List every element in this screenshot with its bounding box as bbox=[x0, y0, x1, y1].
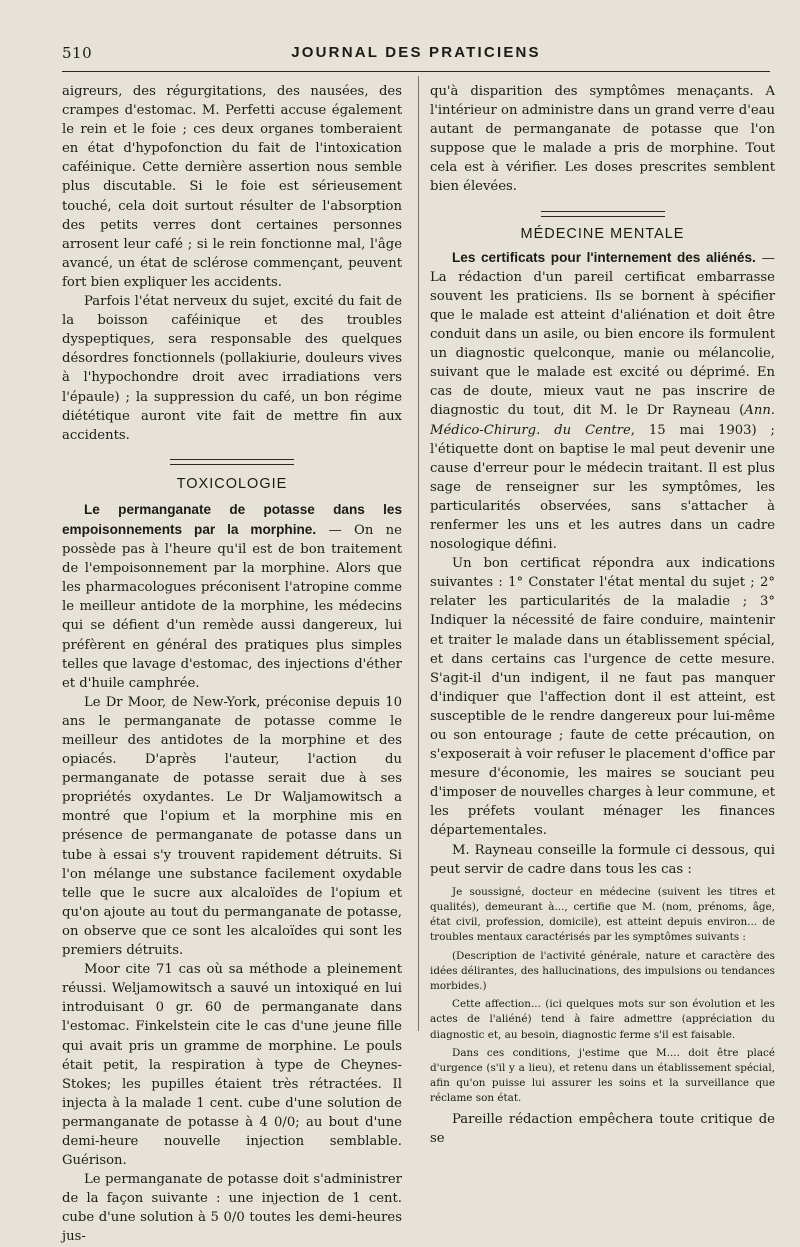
article-paragraph bbox=[62, 500, 402, 693]
running-header bbox=[62, 44, 770, 66]
article-lead: — On ne possède pas à l'heure qu'il est de bon traitement de l'empoisonnement par la morphine. Alors que les pharmacologues préconisent l'atropine comme le meilleur antidote de la morphine, les médecins qui se défient d'un remède aussi dangereux, lui préfèrent en général des pratiques plus simples telles que lavage d'estomac, des injections d'éther et d'huile camphrée. bbox=[62, 522, 402, 691]
article-lead-end: , 15 mai 1903) ; l'étiquette dont on baptise le mal peut devenir une cause d'erreur pour le médecin traitant. Il est plus sage de renseigner sur les symptômes, les particularités observées, sans s'attacher à renfermer les uns et les autres dans un cadre nosologique défini. bbox=[430, 422, 775, 553]
certificate-line: Dans ces conditions, j'estime que M.... doit être placé d'urgence (s'il y a lieu), et retenu dans un établissement spécial, afin qu'on puisse lui assurer les soins et la surveillance que réclame son état. bbox=[430, 1046, 775, 1105]
paragraph: Le permanganate de potasse doit s'administrer de la façon suivante : une injection de 1 cent. cube d'une solution à 5 0/0 toutes les demi-heures jus- bbox=[62, 1172, 402, 1245]
paragraph: aigreurs, des régurgitations, des nausées, des crampes d'estomac. M. Perfetti accuse également le rein et le foie ; ces deux organes tomberaient en état d'hypofonction du fait de l'intoxication caféinique. Cette dernière assertion nous semble plus discutable. Si le foie est sérieusement touché, cela doit surtout résulter de l'absorption des petits verres dont certaines personnes arrosent leur café ; si le rein fonctionne mal, l'âge avancé, un état de sclérose commençant, peuvent fort bien expliquer les accidents. bbox=[62, 84, 402, 290]
article-paragraph bbox=[430, 248, 775, 555]
paragraph: Moor cite 71 cas où sa méthode a pleinement réussi. Weljamowitsch a sauvé un intoxiqué en lui introduisant 0 gr. 60 de permanganate dans l'estomac. Finkelstein cite le cas d'une jeune fille qui avait pris un gramme de morphine. Le pouls était petit, la respiration à type de Cheynes-Stokes; les pupilles étaient très rétractées. Il injecta à la malade 1 cent. cube d'une solution de permanganate de potasse à 4 0/0; au bout d'une demi-heure nouvelle injection semblable. Guérison. bbox=[62, 962, 402, 1169]
article-title: Les certificats pour l'internement des aliénés. bbox=[452, 249, 756, 265]
journal-title: JOURNAL DES PRATICIENS bbox=[291, 44, 541, 61]
paragraph: M. Rayneau conseille la formule ci dessous, qui peut servir de cadre dans tous les cas : bbox=[430, 842, 775, 877]
right-column bbox=[430, 82, 775, 1148]
certificate-line: Je soussigné, docteur en médecine (suivent les titres et qualités), demeurant à..., certifie que M. (nom, prénoms, âge, état civil, profession, domicile), est atteint depuis environ... de troubles mentaux caractérisés par les symptômes suivants : bbox=[430, 885, 775, 944]
section-heading-medecine-mentale: MÉDECINE MENTALE bbox=[520, 225, 685, 242]
left-column bbox=[62, 82, 402, 1247]
paragraph: Un bon certificat répondra aux indications suivantes : 1° Constater l'état mental du sujet ; 2° relater les particularités de la maladie ; 3° Indiquer la nécessité de faire conduire, maintenir et traiter le malade dans un établissement spécial, et dans certains cas l'urgence de cette mesure. S'agit-il d'un indigent, il ne faut pas manquer d'indiquer que l'affection dont il est atteint, est susceptible de le rendre dangereux pour lui-même ou son entourage ; faute de cette précaution, on s'exposerait à voir refuser le placement d'office par mesure d'économie, les maires se souciant peu d'imposer de nouvelles charges à leur commune, et les préfets voulant ménager les finances départementales. bbox=[430, 556, 775, 839]
section-heading-toxicologie: TOXICOLOGIE bbox=[176, 475, 288, 492]
paragraph: Parfois l'état nerveux du sujet, excité du fait de la boisson caféinique et des troubles dyspeptiques, sera responsable des quelques désordres fonctionnels (pollakiurie, douleurs vives à l'hypochondre droit avec irradiations vers l'épaule) ; la suppression du café, un bon régime diététique auront vite fait de mettre fin aux accidents. bbox=[62, 294, 402, 443]
double-rule bbox=[541, 211, 665, 217]
journal-citation: Ann. Médico-Chirurg. du Centre bbox=[430, 403, 775, 438]
header-rule bbox=[62, 71, 770, 72]
article-title: Le permanganate de potasse dans les empoisonnements par la morphine. bbox=[62, 501, 402, 537]
certificate-line: Cette affection... (ici quelques mots sur son évolution et les actes de l'aliéné) tend à faire admettre (appréciation du diagnostic et, au besoin, diagnostic ferme s'il est faisable. bbox=[430, 998, 775, 1041]
double-rule bbox=[170, 459, 294, 465]
paragraph: Pareille rédaction empêchera toute critique de se bbox=[430, 1111, 775, 1146]
column-divider bbox=[418, 76, 419, 1031]
certificate-line: (Description de l'activité générale, nature et caractère des idées délirantes, des hallucinations, des impulsions ou tendances morbides.) bbox=[430, 949, 775, 992]
section-separator bbox=[62, 459, 402, 465]
paragraph: Le Dr Moor, de New-York, préconise depuis 10 ans le permanganate de potasse comme le meilleur des antidotes de la morphine et des opiacés. D'après l'auteur, l'action du permanganate de potasse serait due à ses propriétés oxydantes. Le Dr Waljamowitsch a montré que l'opium et la morphine mis en présence de permanganate de potasse dans un tube à essai s'y trouvent rapidement détruits. Si l'on mélange une substance facilement oxydable telle que le sucre aux alcaloïdes de l'opium et qu'on ajoute au tout du permanganate de potasse, on observe que ce sont les alcaloïdes qui sont les premiers détruits. bbox=[62, 694, 402, 959]
paragraph: qu'à disparition des symptômes menaçants. A l'intérieur on administre dans un grand verre d'eau autant de permanganate de potasse que l'on suppose que le malade a pris de morphine. Tout cela est à vérifier. Les doses prescrites semblent bien élevées. bbox=[430, 84, 775, 195]
section-separator bbox=[430, 211, 775, 217]
certificate-template bbox=[430, 885, 775, 1107]
article-lead: — La rédaction d'un pareil certificat embarrasse souvent les praticiens. Ils se bornent à spécifier que le malade est atteint d'aliénation et doit être conduit dans un asile, ou bien encore ils formulent un diagnostic quelconque, manie ou mélancolie, suivant que le malade est excité ou déprimé. En cas de doute, mieux vaut ne pas inscrire de diagnostic du tout, dit M. le Dr Rayneau ( bbox=[430, 250, 775, 419]
page-number: 510 bbox=[62, 44, 93, 62]
